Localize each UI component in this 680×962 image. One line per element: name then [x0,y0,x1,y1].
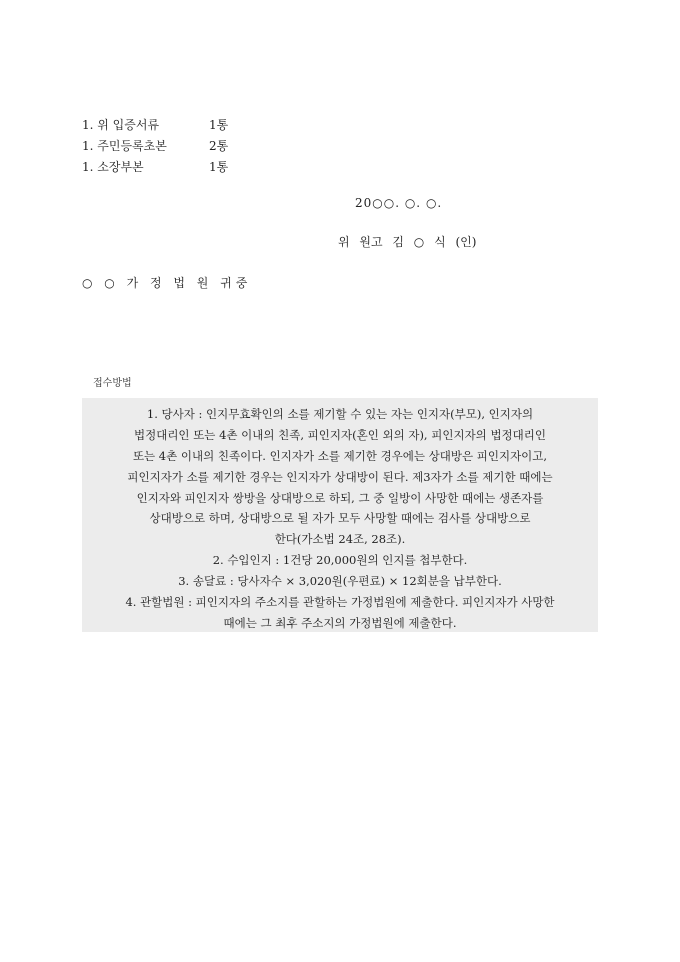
filing-method-line: 법정대리인 또는 4촌 이내의 친족, 피인지자(혼인 외의 자), 피인지자의 법정대리인 [134,427,546,442]
filing-method-line: 때에는 그 최후 주소지의 가정법원에 제출한다. [223,615,457,630]
attachment-list [82,115,228,178]
filing-method-line: 인지자와 피인지자 쌍방을 상대방으로 하되, 그 중 일방이 사망한 때에는 생존자를 [136,490,544,505]
filing-method-line: 3. 송달료 : 당사자수 × 3,020원(우편료) × 12회분을 납부한다. [178,574,502,589]
attachment-item [82,157,228,178]
attachment-count: 2통 [209,139,229,153]
filing-method-line: 한다(가소법 24조, 28조). [274,532,406,547]
court-addressee: ○ ○ 가 정 법 원 귀중 [82,276,252,290]
attachment-name: 1. 주민등록초본 [82,139,167,153]
filing-method-line: 또는 4촌 이내의 친족이다. 인지자가 소를 제기한 경우에는 상대방은 피인지자이고, [132,448,548,463]
attachment-name: 1. 소장부본 [82,160,144,174]
document-date: 20○○. ○. ○. [355,196,443,210]
filing-method-box [82,398,598,632]
attachment-count: 1통 [209,118,229,132]
filing-method-line: 2. 수입인지 : 1건당 20,000원의 인지를 첩부한다. [212,553,468,568]
filing-method-title: 접수방법 [93,378,132,389]
attachment-count: 1통 [209,160,229,174]
plaintiff-signature-line: 위 원고 김 ○ 식 (인) [338,235,477,249]
attachment-item [82,136,228,157]
attachment-item [82,115,228,136]
attachment-name: 1. 위 입증서류 [82,118,160,132]
filing-method-line: 피인지자가 소를 제기한 경우는 인지자가 상대방이 된다. 제3자가 소를 제기한 때에는 [127,469,553,484]
filing-method-line: 1. 당사자 : 인지무효확인의 소를 제기할 수 있는 자는 인지자(부모), 인지자의 [146,407,534,421]
filing-method-line: 4. 관할법원 : 피인지자의 주소지를 관할하는 가정법원에 제출한다. 피인지자가 사망한 [125,595,555,610]
filing-method-line: 상대방으로 하며, 상대방으로 될 자가 모두 사망할 때에는 검사를 상대방으로 [149,511,531,526]
